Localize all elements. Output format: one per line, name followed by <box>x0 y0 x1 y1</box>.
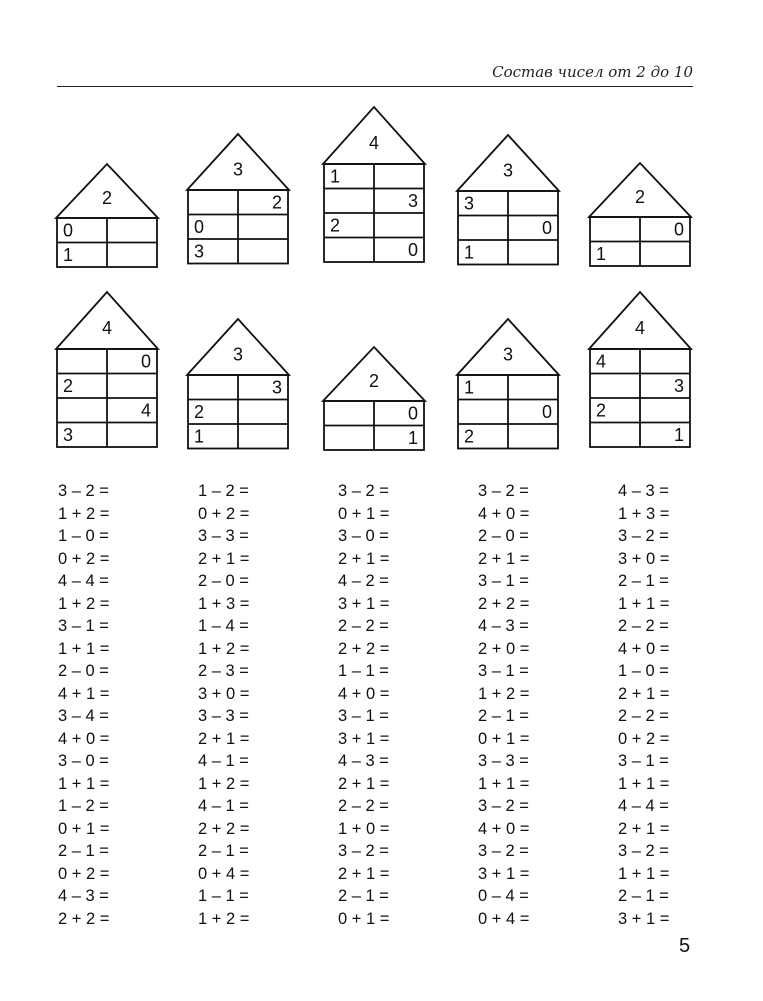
expression: 1 – 0 = <box>618 662 669 680</box>
expression: 1 + 2 = <box>198 639 250 658</box>
expression: 2 – 1 = <box>618 572 669 590</box>
expression: 0 + 1 = <box>338 504 390 523</box>
expression: 0 + 2 = <box>58 864 110 883</box>
expression: 2 + 1 = <box>618 684 670 703</box>
house-cell-left: 4 <box>596 351 607 372</box>
expression: 1 + 1 = <box>478 774 530 793</box>
expression: 2 – 2 = <box>338 797 389 815</box>
expression: 3 – 2 = <box>58 482 109 500</box>
expression: 2 – 0 = <box>478 527 529 545</box>
house-cell-left: 3 <box>194 241 205 262</box>
house-cell-right: 2 <box>271 192 282 213</box>
expression: 1 + 1 = <box>58 774 110 793</box>
expression: 0 + 2 = <box>618 729 670 748</box>
expression: 4 + 0 = <box>58 729 110 748</box>
expression: 3 + 1 = <box>338 594 390 613</box>
expression: 3 + 1 = <box>338 729 390 748</box>
expression: 4 – 3 = <box>338 752 389 770</box>
house-roof-number: 3 <box>502 344 514 365</box>
expression: 1 – 4 = <box>198 617 249 635</box>
expression: 1 + 2 = <box>198 774 250 793</box>
page-header-title: Состав чисел от 2 до 10 <box>492 63 693 81</box>
house-cell-right: 3 <box>271 377 282 398</box>
house-cell-right: 0 <box>541 401 552 422</box>
expression: 4 – 3 = <box>58 887 109 905</box>
expression: 2 + 1 = <box>338 549 390 568</box>
expression: 1 + 1 = <box>618 594 670 613</box>
expression: 1 – 2 = <box>198 482 249 500</box>
expression: 1 + 0 = <box>338 819 390 838</box>
expression: 2 – 1 = <box>618 887 669 905</box>
house-cell-left: 1 <box>330 166 341 187</box>
house-roof-number: 3 <box>502 160 514 181</box>
expression: 1 + 3 = <box>618 504 670 523</box>
expression: 3 – 3 = <box>198 527 249 545</box>
expression: 3 + 0 = <box>198 684 250 703</box>
expression: 3 – 0 = <box>338 527 389 545</box>
expression: 2 + 1 = <box>198 729 250 748</box>
expression: 1 + 3 = <box>198 594 250 613</box>
expression: 4 – 4 = <box>58 572 109 590</box>
house-cell-left: 2 <box>63 375 74 396</box>
expression-column-3 <box>338 480 389 930</box>
house-roof-number: 4 <box>634 318 646 339</box>
house-cell-right: 3 <box>407 190 418 211</box>
expression: 1 – 2 = <box>58 797 109 815</box>
expression: 2 + 2 = <box>58 909 110 928</box>
expression: 2 – 2 = <box>618 707 669 725</box>
expression: 4 – 2 = <box>338 572 389 590</box>
expression: 4 + 0 = <box>478 504 530 523</box>
expression-column-4 <box>478 480 529 930</box>
expression: 4 + 0 = <box>338 684 390 703</box>
expression: 1 – 1 = <box>338 662 389 680</box>
expression: 2 + 1 = <box>338 774 390 793</box>
house-cell-right: 0 <box>673 219 684 240</box>
house-cell-right: 3 <box>673 375 684 396</box>
house-cell-right: 0 <box>140 351 151 372</box>
expression: 2 – 1 = <box>478 707 529 725</box>
house-cell-left: 1 <box>194 426 205 447</box>
house-cell-left: 1 <box>63 244 74 265</box>
expression: 2 – 2 = <box>618 617 669 635</box>
expression-column-1 <box>58 480 109 930</box>
expression: 2 + 2 = <box>338 639 390 658</box>
expression: 2 – 0 = <box>198 572 249 590</box>
house-cell-right: 0 <box>407 239 418 260</box>
expression: 2 + 1 = <box>478 549 530 568</box>
expression: 3 – 2 = <box>478 842 529 860</box>
house-cell-right: 0 <box>407 403 418 424</box>
house-cell-left: 1 <box>596 243 607 264</box>
expression: 4 + 0 = <box>618 639 670 658</box>
expression: 4 – 3 = <box>618 482 669 500</box>
expression: 3 – 2 = <box>338 482 389 500</box>
house-cell-right: 4 <box>140 400 151 421</box>
expression: 2 – 1 = <box>198 842 249 860</box>
expression: 1 + 1 = <box>618 864 670 883</box>
expression: 0 + 2 = <box>58 549 110 568</box>
expression: 2 + 1 = <box>338 864 390 883</box>
expression: 4 + 1 = <box>58 684 110 703</box>
page-number: 5 <box>679 935 691 957</box>
house-roof-number: 3 <box>232 344 244 365</box>
expression: 3 – 4 = <box>58 707 109 725</box>
expression: 4 – 3 = <box>478 617 529 635</box>
expression: 2 + 1 = <box>198 549 250 568</box>
expression: 3 – 2 = <box>478 797 529 815</box>
expression: 3 – 2 = <box>618 842 669 860</box>
expression: 3 + 1 = <box>618 909 670 928</box>
expression: 1 – 0 = <box>58 527 109 545</box>
expression: 3 – 2 = <box>338 842 389 860</box>
expression: 3 – 2 = <box>478 482 529 500</box>
house-cell-left: 1 <box>464 242 475 263</box>
house-cell-left: 0 <box>194 216 205 237</box>
expression: 2 – 3 = <box>198 662 249 680</box>
expression: 3 + 0 = <box>618 549 670 568</box>
house-roof-number: 4 <box>101 318 113 339</box>
expression: 1 – 1 = <box>198 887 249 905</box>
expression: 0 + 4 = <box>478 909 530 928</box>
house-cell-left: 0 <box>63 220 74 241</box>
house-roof-number: 3 <box>232 159 244 180</box>
expression: 2 + 2 = <box>478 594 530 613</box>
expression: 2 – 0 = <box>58 662 109 680</box>
house-roof-number: 4 <box>368 133 380 154</box>
expression-column-2 <box>198 480 249 930</box>
expression: 0 + 1 = <box>58 819 110 838</box>
expression: 0 + 1 = <box>338 909 390 928</box>
house-cell-right: 1 <box>407 427 418 448</box>
house-cell-left: 2 <box>194 401 205 422</box>
house-cell-right: 0 <box>541 217 552 238</box>
expression: 2 + 0 = <box>478 639 530 658</box>
expression: 4 – 1 = <box>198 797 249 815</box>
expression: 3 – 1 = <box>618 752 669 770</box>
expression: 0 + 4 = <box>198 864 250 883</box>
expression-column-5 <box>618 480 669 930</box>
expression: 1 + 2 = <box>478 684 530 703</box>
expression: 0 + 1 = <box>478 729 530 748</box>
house-cell-left: 2 <box>330 215 341 236</box>
expression: 0 + 2 = <box>198 504 250 523</box>
expression: 1 + 2 = <box>198 909 250 928</box>
house-cell-left: 2 <box>596 400 607 421</box>
expression: 1 + 1 = <box>618 774 670 793</box>
expression: 2 + 1 = <box>618 819 670 838</box>
number-houses <box>0 0 763 470</box>
expression: 3 – 3 = <box>198 707 249 725</box>
expression: 3 – 1 = <box>58 617 109 635</box>
house-cell-left: 1 <box>464 377 475 398</box>
expression: 0 – 4 = <box>478 887 529 905</box>
expression: 2 – 1 = <box>58 842 109 860</box>
expression: 3 – 1 = <box>478 662 529 680</box>
house-roof-number: 2 <box>101 187 113 208</box>
house-cell-left: 3 <box>464 193 475 214</box>
expression: 4 – 1 = <box>198 752 249 770</box>
expression: 2 – 2 = <box>338 617 389 635</box>
expression: 3 – 1 = <box>338 707 389 725</box>
expression: 1 + 1 = <box>58 639 110 658</box>
house-cell-left: 2 <box>464 426 475 447</box>
house-cell-left: 3 <box>63 424 74 445</box>
expression: 2 – 1 = <box>338 887 389 905</box>
expression: 3 – 2 = <box>618 527 669 545</box>
expression: 4 + 0 = <box>478 819 530 838</box>
expression: 3 – 1 = <box>478 572 529 590</box>
expression: 1 + 2 = <box>58 504 110 523</box>
house-roof-number: 2 <box>368 370 380 391</box>
expression: 3 + 1 = <box>478 864 530 883</box>
house-cell-right: 1 <box>673 424 684 445</box>
expression: 3 – 3 = <box>478 752 529 770</box>
expression: 4 – 4 = <box>618 797 669 815</box>
expression: 3 – 0 = <box>58 752 109 770</box>
expression: 2 + 2 = <box>198 819 250 838</box>
expression: 1 + 2 = <box>58 594 110 613</box>
house-roof-number: 2 <box>634 186 646 207</box>
